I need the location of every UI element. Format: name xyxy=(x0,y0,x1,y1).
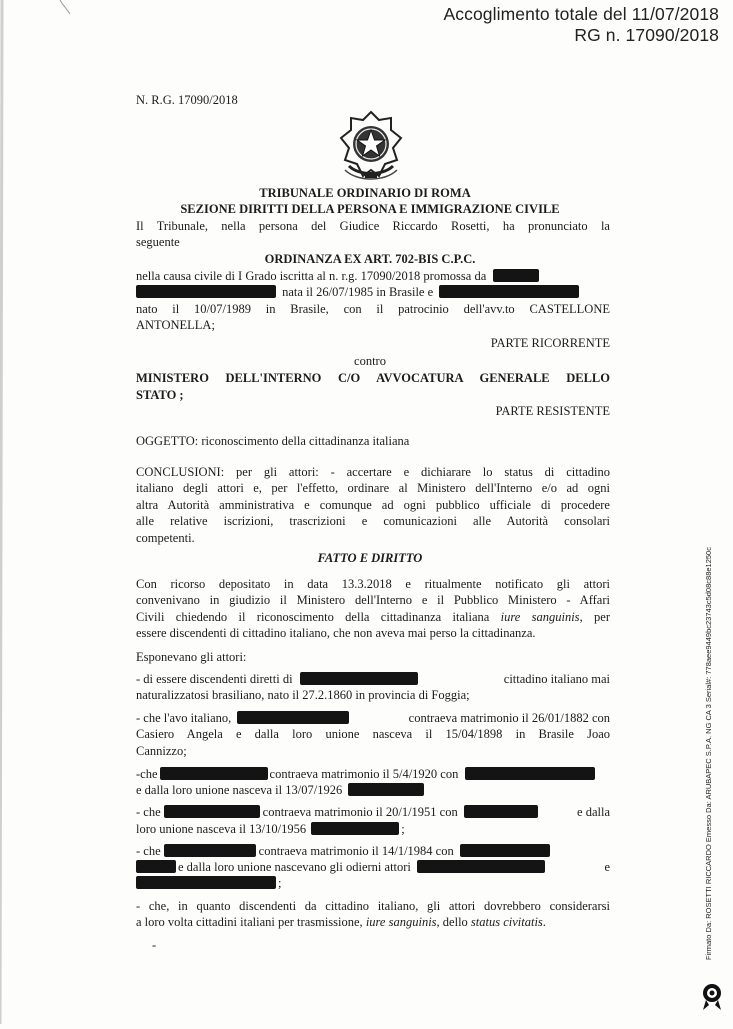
parte-resistente: PARTE RESISTENTE xyxy=(495,404,610,418)
court-name: TRIBUNALE ORDINARIO DI ROMA xyxy=(259,186,471,200)
fact-2-line-2: Casiero Angela e dalla loro unione nasceva il 15/04/1898 in Brasile Joao xyxy=(136,727,610,741)
fact-6-line-2 xyxy=(136,915,546,930)
redaction xyxy=(136,285,276,298)
fact-text: e xyxy=(604,860,610,874)
fatto-text: , per xyxy=(579,610,610,624)
redaction xyxy=(348,783,424,796)
case-text-2: nata il 26/07/1985 in Brasile e xyxy=(282,285,434,299)
fact-text: -che xyxy=(136,767,158,781)
fatto-line-1: Con ricorso depositato in data 13.3.2018 e ritualmente notificato gli attori xyxy=(136,577,610,591)
fatto-line-3 xyxy=(136,610,610,625)
redaction xyxy=(237,711,349,724)
redaction xyxy=(164,844,256,857)
fact-text: loro unione nasceva il 13/10/1956 xyxy=(136,822,307,836)
case-line-4: ANTONELLA; xyxy=(136,318,215,332)
defendant-line-1: MINISTERO DELL'INTERNO C/O AVVOCATURA GENERALE DELLO xyxy=(136,371,610,385)
fact-text: e dalla loro unione nascevano gli odierni attori xyxy=(178,860,411,874)
fatto-line-2: convenivano in giudizio il Ministero dell'Interno e il Pubblico Ministero - Affari xyxy=(136,593,610,607)
redaction xyxy=(164,805,260,818)
redaction xyxy=(493,269,539,282)
trailing-dash: - xyxy=(152,938,157,952)
register-number: N. R.G. 17090/2018 xyxy=(136,93,238,107)
cockade-icon xyxy=(700,983,724,1011)
fact-text: - che l'avo italiano, xyxy=(136,711,232,725)
redaction xyxy=(417,860,545,873)
digital-signature-note: Firmato Da: ROSETTI RICCARDO Emesso Da: ARUBAPEC S.P.A. NG CA 3 Serial#: 778aee9449bc23743c5d08c88e1250c xyxy=(704,547,713,960)
fatto-text: Civili chiedendo il riconoscimento della cittadinanza italiana xyxy=(136,610,501,624)
fact-text: . xyxy=(542,915,546,929)
case-line-1 xyxy=(136,269,539,284)
case-text-1: nella causa civile di I Grado iscritta al n. r.g. 17090/2018 promossa da xyxy=(136,269,487,283)
fact-1-line-2: naturalizzatosi brasiliano, nato il 27.2.1860 in provincia di Foggia; xyxy=(136,688,470,702)
fact-2-line-1 xyxy=(136,711,610,726)
fact-text: contraeva matrimonio il 20/1/1951 con xyxy=(262,805,458,819)
fact-text: e dalla xyxy=(577,805,610,819)
order-title: ORDINANZA EX ART. 702-BIS C.P.C. xyxy=(264,252,476,266)
fact-text: cittadino italiano mai xyxy=(503,672,610,686)
fatto-line-4: essere discendenti di cittadino italiano, che non aveva mai perso la cittadinanza. xyxy=(136,626,536,640)
fact-italic: status civitatis xyxy=(470,915,543,929)
fact-5-line-3 xyxy=(136,876,281,891)
conclusioni-line: alle relative iscrizioni, trascrizioni e comunicazioni alle Autorità consolari xyxy=(136,514,610,528)
fact-text: a loro volta cittadini italiani per trasmissione, xyxy=(136,915,366,929)
fact-text: - di essere discendenti diretti di xyxy=(136,672,293,686)
fact-text: e dalla loro unione nasceva il 13/07/1926 xyxy=(136,783,343,797)
court-section: SEZIONE DIRITTI DELLA PERSONA E IMMIGRAZIONE CIVILE xyxy=(180,202,560,216)
fact-5-line-1 xyxy=(136,844,550,859)
fact-4-line-2 xyxy=(136,822,405,837)
fact-3-line-1 xyxy=(136,767,595,782)
fact-text: , dello xyxy=(436,915,471,929)
italian-republic-emblem xyxy=(339,110,403,182)
fact-text: ; xyxy=(278,876,282,890)
redaction xyxy=(311,822,399,835)
fact-text: - che xyxy=(136,844,161,858)
redaction xyxy=(439,285,579,298)
parte-ricorrente: PARTE RICORRENTE xyxy=(490,336,610,350)
fact-text: ; xyxy=(401,822,405,836)
redaction xyxy=(465,767,595,780)
conclusioni-line: italiano degli attori e, per l'effetto, ordinare al Ministero dell'Interno e/o ad ogni xyxy=(136,481,610,495)
fact-1-line-1 xyxy=(136,672,610,687)
conclusioni-line: CONCLUSIONI: per gli attori: - accertare e dichiarare lo status di cittadino xyxy=(136,465,610,479)
fact-text: contraeva matrimonio il 26/01/1882 con xyxy=(408,711,610,725)
esponevano: Esponevano gli attori: xyxy=(136,650,247,664)
intro-line-2: seguente xyxy=(136,235,180,249)
fact-text: - che xyxy=(136,805,161,819)
redaction xyxy=(460,844,550,857)
case-line-2 xyxy=(136,285,579,300)
fact-6-line-1: - che, in quanto discendenti da cittadino italiano, gli attori dovrebbero considerarsi xyxy=(136,899,610,913)
fatto-italic: iure sanguinis xyxy=(500,610,580,624)
fact-2-line-3: Cannizzo; xyxy=(136,744,187,758)
fact-5-line-2 xyxy=(136,860,610,875)
contro: contro xyxy=(354,354,386,368)
conclusioni-line: altra Autorità amministrativa e comunque ad ogni pubblico ufficiale di procedere xyxy=(136,498,610,512)
redaction xyxy=(464,805,538,818)
case-number-stamp: RG n. 17090/2018 xyxy=(574,25,719,45)
fact-4-line-1 xyxy=(136,805,610,820)
fact-italic: iure sanguinis xyxy=(365,915,437,929)
redaction xyxy=(136,860,176,873)
defendant-line-2: STATO ; xyxy=(136,388,184,402)
case-line-3: nato il 10/07/1989 in Brasile, con il patrocinio dell'avv.to CASTELLONE xyxy=(136,302,610,316)
section-heading: FATTO E DIRITTO xyxy=(317,551,423,565)
fact-text: contraeva matrimonio il 14/1/1984 con xyxy=(258,844,454,858)
conclusioni-line: competenti. xyxy=(136,531,195,545)
decision-stamp: Accoglimento totale del 11/07/2018 xyxy=(443,4,719,24)
redaction xyxy=(160,767,268,780)
intro-line-1: Il Tribunale, nella persona del Giudice Riccardo Rosetti, ha pronunciato la xyxy=(136,219,610,233)
fact-3-line-2 xyxy=(136,783,424,798)
oggetto: OGGETTO: riconoscimento della cittadinanza italiana xyxy=(136,434,410,448)
redaction xyxy=(300,672,418,685)
fact-text: contraeva matrimonio il 5/4/1920 con xyxy=(269,767,459,781)
redaction xyxy=(136,876,276,889)
